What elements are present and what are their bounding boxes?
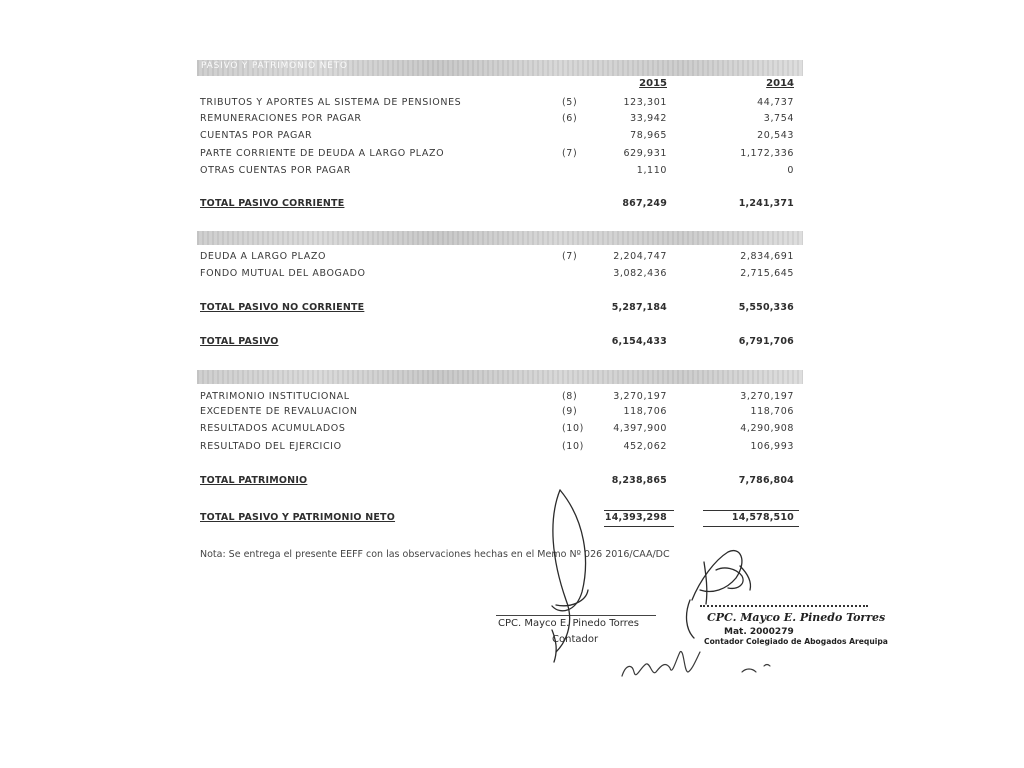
line-item-value-2014: 0 [787,165,794,176]
line-item-label: RESULTADO DEL EJERCICIO [200,441,342,452]
footnote-text: Nota: Se entrega el presente EEFF con las observaciones hechas en el Memo Nº 026 2016/CAA/DC [200,549,670,560]
total-label: TOTAL PATRIMONIO [200,475,308,486]
line-item-value-2015: 3,082,436 [613,268,667,279]
line-item-value-2015: 78,965 [630,130,667,141]
line-item-label: EXCEDENTE DE REVALUACION [200,406,358,417]
line-item-label: PARTE CORRIENTE DE DEUDA A LARGO PLAZO [200,148,445,159]
line-item-value-2014: 1,172,336 [740,148,794,159]
section-header-title: PASIVO Y PATRIMONIO NETO [201,61,348,71]
line-item-value-2014: 4,290,908 [740,423,794,434]
year-header-2014: 2014 [766,78,794,89]
line-item-label: REMUNERACIONES POR PAGAR [200,113,362,124]
total-value-2015: 14,393,298 [604,512,667,523]
line-item-label: TRIBUTOS Y APORTES AL SISTEMA DE PENSIONES [200,97,462,108]
total-value-2015: 8,238,865 [611,475,667,486]
line-item-value-2014: 118,706 [750,406,794,417]
total-label: TOTAL PASIVO [200,336,279,347]
year-header-2015: 2015 [639,78,667,89]
line-item-value-2014: 2,834,691 [740,251,794,262]
signatory-name: CPC. Mayco E. Pinedo Torres [498,618,639,629]
total-label: TOTAL PASIVO Y PATRIMONIO NETO [200,512,396,523]
total-value-2014: 1,241,371 [738,198,794,209]
line-item-note: (7) [562,251,578,262]
total-value-2015: 5,287,184 [611,302,667,313]
line-item-value-2014: 20,543 [757,130,794,141]
line-item-value-2015: 3,270,197 [613,391,667,402]
line-item-value-2014: 2,715,645 [740,268,794,279]
line-item-note: (9) [562,406,578,417]
line-item-note: (10) [562,423,584,434]
line-item-value-2015: 33,942 [630,113,667,124]
line-item-note: (5) [562,97,578,108]
total-value-2015: 6,154,433 [611,336,667,347]
line-item-label: RESULTADOS ACUMULADOS [200,423,346,434]
stamp-subtitle: Contador Colegiado de Abogados Arequipa [704,637,888,646]
line-item-label: CUENTAS POR PAGAR [200,130,313,141]
line-item-value-2014: 44,737 [757,97,794,108]
line-item-note: (6) [562,113,578,124]
stamp-registration: Mat. 2000279 [724,627,794,637]
line-item-note: (10) [562,441,584,452]
stamp-name: CPC. Mayco E. Pinedo Torres [707,611,886,624]
line-item-value-2015: 123,301 [623,97,667,108]
scribble-icon [622,652,770,676]
line-item-label: PATRIMONIO INSTITUCIONAL [200,391,350,402]
line-item-value-2015: 1,110 [636,165,667,176]
line-item-value-2015: 4,397,900 [613,423,667,434]
total-value-2014: 7,786,804 [738,475,794,486]
total-label: TOTAL PASIVO NO CORRIENTE [200,302,365,313]
signature-right-icon [687,551,751,638]
line-item-value-2015: 2,204,747 [613,251,667,262]
line-item-note: (7) [562,148,578,159]
line-item-value-2015: 629,931 [623,148,667,159]
line-item-value-2014: 106,993 [750,441,794,452]
total-value-2015: 867,249 [622,198,667,209]
signatory-role: Contador [552,634,599,645]
line-item-value-2015: 452,062 [623,441,667,452]
line-item-value-2015: 118,706 [623,406,667,417]
line-item-note: (8) [562,391,578,402]
total-value-2014: 6,791,706 [738,336,794,347]
signature-left-icon [552,490,588,662]
line-item-value-2014: 3,270,197 [740,391,794,402]
total-label: TOTAL PASIVO CORRIENTE [200,198,345,209]
line-item-label: DEUDA A LARGO PLAZO [200,251,327,262]
line-item-label: FONDO MUTUAL DEL ABOGADO [200,268,366,279]
total-value-2014: 5,550,336 [738,302,794,313]
line-item-label: OTRAS CUENTAS POR PAGAR [200,165,351,176]
total-value-2014: 14,578,510 [731,512,794,523]
line-item-value-2014: 3,754 [763,113,794,124]
